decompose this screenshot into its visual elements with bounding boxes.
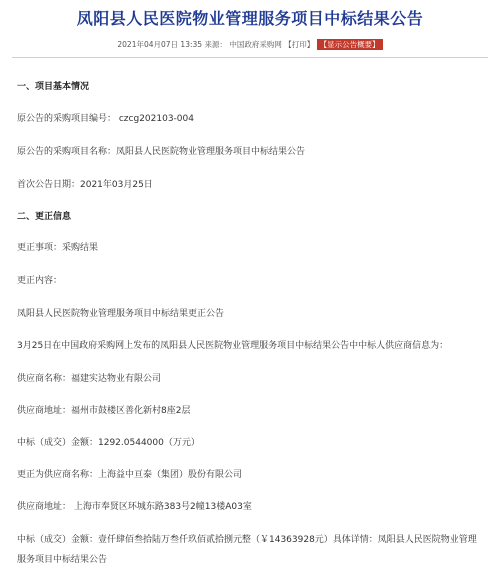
original-project-number: 原公告的采购项目编号： czcg202103-004 [17, 114, 194, 124]
header-divider [12, 57, 488, 58]
new-supplier-address: 供应商地址： 上海市奉贤区环城东路383号2幢13楼A03室 [17, 502, 252, 512]
original-bid-amount: 中标（成交）金额：1292.0544000（万元） [17, 438, 200, 448]
page-title: 凤阳县人民医院物业管理服务项目中标结果公告 [76, 9, 424, 28]
announcement-meta [0, 39, 500, 50]
new-bid-amount: 中标（成交）金额：壹仟肆佰叁拾陆万叁仟玖佰贰拾捌元整（￥14363928元）具体详情：凤阳县人民医院物业管理服务项目中标结果公告 [17, 535, 477, 565]
source-name: 中国政府采购网 [229, 40, 282, 49]
publish-datetime: 2021年04月07日 13:35 [117, 40, 203, 49]
new-supplier-name: 更正为供应商名称：上海益中亘泰（集团）股份有限公司 [17, 470, 243, 480]
first-publish-date: 首次公告日期：2021年03月25日 [17, 180, 153, 190]
original-supplier-address: 供应商地址：福州市鼓楼区善化新村8座2层 [17, 406, 191, 416]
correction-content-label: 更正内容： [17, 276, 63, 286]
show-summary-button[interactable]: 【显示公告概要】 [317, 39, 383, 50]
source-label: 来源： [204, 40, 227, 49]
original-supplier-name: 供应商名称：福建实达物业有限公司 [17, 374, 162, 384]
section-heading-basic-info: 一、项目基本情况 [17, 82, 90, 92]
section-heading-correction: 二、更正信息 [17, 212, 72, 222]
print-link[interactable]: 【打印】 [284, 40, 315, 49]
correction-item: 更正事项：采购结果 [17, 243, 99, 253]
original-project-name: 原公告的采购项目名称：凤阳县人民医院物业管理服务项目中标结果公告 [17, 147, 306, 157]
correction-notice-heading: 凤阳县人民医院物业管理服务项目中标结果更正公告 [17, 309, 225, 319]
correction-statement: 3月25日在中国政府采购网上发布的凤阳县人民医院物业管理服务项目中标结果公告中中标人供应商信息为： [17, 341, 449, 351]
